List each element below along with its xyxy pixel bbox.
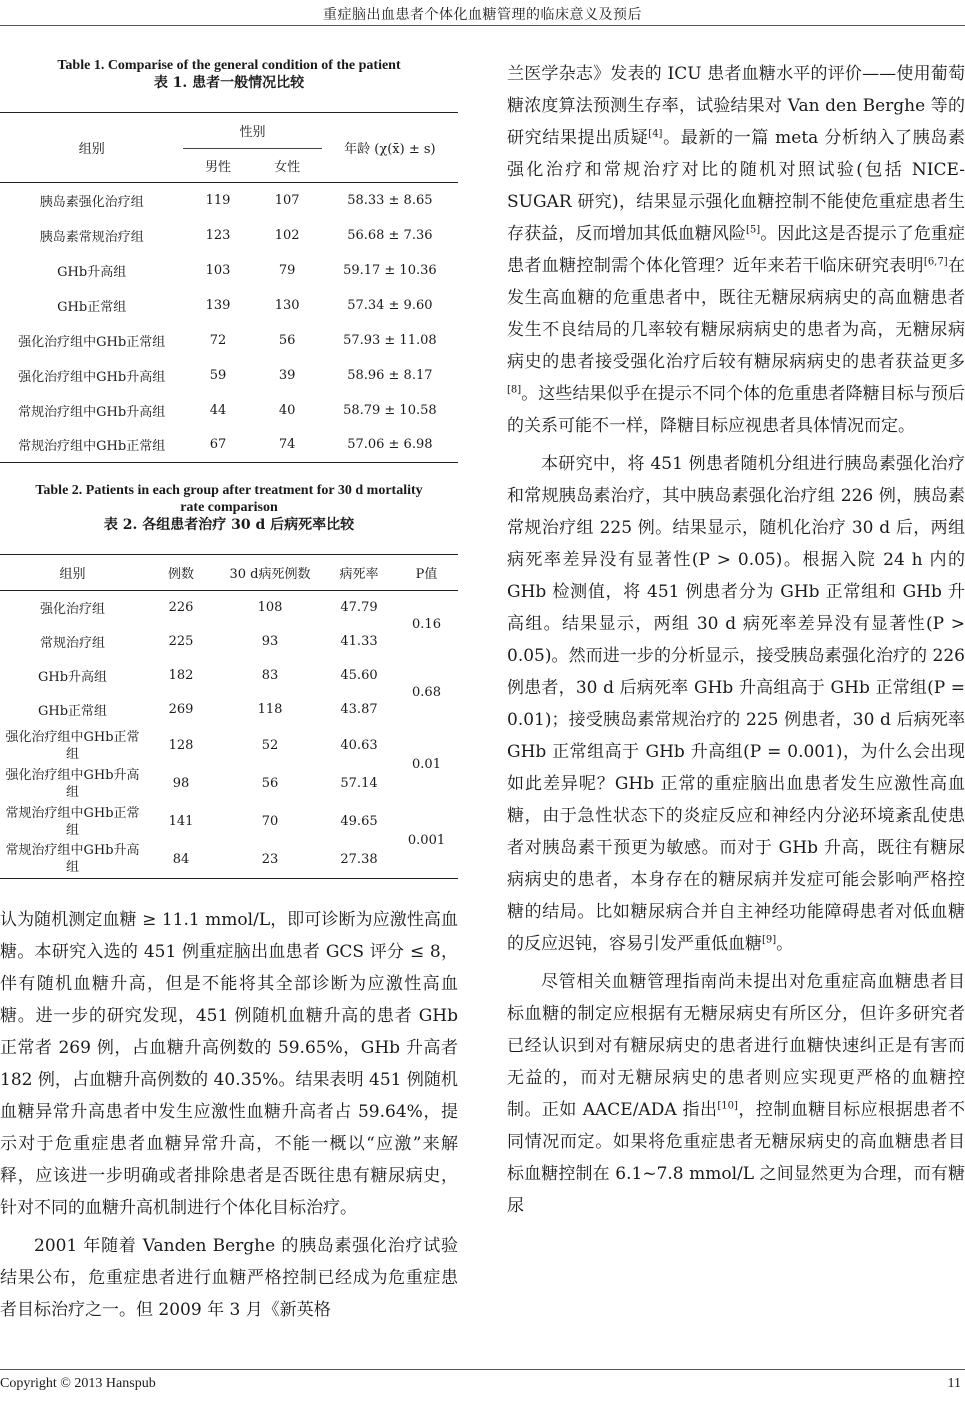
left-paragraph-1: 认为随机测定血糖 ≥ 11.1 mmol/L，即可诊断为应激性高血糖。本研究入选的 451 例重症脑出血患者 GCS 评分 ≤ 8，伴有随机血糖升高，但是不能将其全部诊断为应激性高血糖。进一步的研究发现，451 例随机血糖升高的患者 GHb 正常者 269 例，占血糖升高例数的 59.65%，GHb 升高者 182 例，占血糖升高例数的 40.35%。结果表明 451 例随机血糖异常升高患者中发生应激性血糖升高者占 59.64%，提示对于危重症患者血糖异常升高，不能一概以“应激”来解释，应该进一步明确或者排除患者是否既往患有糖尿病史，针对不同的血糖升高机制进行个体化目标治疗。	[0, 910, 458, 1218]
header-rule	[0, 25, 965, 26]
table2-cell-rate: 41.33	[340, 634, 378, 649]
table1-cell-age: 57.06 ± 6.98	[322, 428, 458, 463]
table1-cell-group: 胰岛素常规治疗组	[39, 229, 144, 245]
table1-cell-age: 58.96 ± 8.17	[347, 367, 433, 383]
table1-cell-female: 79	[278, 262, 296, 278]
right-p1-text-c: 。因此这是否提示了危重症患者血糖控制需个体化管理？近年来若干临床研究表明	[507, 224, 965, 276]
table2-block	[0, 482, 458, 535]
table1-cell-group: 强化治疗组中GHb正常组	[18, 334, 166, 350]
footer-copyright: Copyright © 2013 Hanspub	[0, 1376, 156, 1391]
footer-rule	[0, 1369, 965, 1370]
table2-cell-group: 常规治疗组中GHb正常组	[5, 805, 140, 838]
table2-cell-rate: 57.14	[340, 776, 378, 791]
table2-cell-rate: 45.60	[340, 668, 378, 683]
left-paragraph-2: 2001 年随着 Vanden Berghe 的胰岛素强化治疗试验结果公布，危重症患者进行血糖严格控制已经成为危重症患者目标治疗之一。但 2009 年 3 月《新英格	[0, 1236, 458, 1320]
right-p3-text-a: 尽管相关血糖管理指南尚未提出对危重症高血糖患者目标血糖的制定应根据有无糖尿病史有所区分，但许多研究者已经认识到对有糖尿病史的患者进行血糖快速纠正是有害而无益的，而对无糖尿病史的患者则应实现更严格的血糖控制。正如 AACE/ADA 指出	[507, 972, 965, 1120]
table2-cell-p: 0.16	[412, 617, 441, 633]
table1-cell-female: 39	[278, 367, 296, 383]
right-p3-text-b: ，控制血糖目标应根据患者不同情况而定。如果将危重症患者无糖尿病史的高血糖患者目标血糖控制在 6.1~7.8 mmol/L 之间显然更为合理，而有糖尿	[507, 1100, 965, 1216]
table1-caption-en: Table 1. Comparise of the general condition of the patient	[57, 58, 401, 73]
table2-cell-deaths: 56	[261, 776, 279, 791]
table2-caption-en-line2: rate comparison	[180, 500, 278, 515]
table1-cell-age: 58.33 ± 8.65	[347, 192, 433, 208]
table2-cell-group: 强化治疗组中GHb正常组	[5, 729, 140, 762]
table2-cell-deaths: 70	[261, 814, 279, 829]
table1-cell-female: 56	[278, 332, 296, 348]
table2-header-deaths: 30 d病死例数	[217, 555, 323, 591]
table1-cell-age: 59.17 ± 10.36	[343, 262, 437, 278]
table2-cell-group: GHb正常组	[37, 704, 108, 719]
table2-cell-deaths: 118	[257, 702, 283, 717]
table2-cell-rate: 49.65	[340, 814, 378, 829]
table1-cell-female: 40	[278, 402, 296, 418]
table1-block	[0, 57, 458, 93]
table2-cell-group: 常规治疗组中GHb升高组	[0, 841, 145, 879]
table1-header-sex: 性别	[183, 113, 321, 149]
table2-cell-deaths: 108	[257, 600, 283, 616]
table2-cell-n: 84	[145, 841, 217, 879]
table2-cell-n: 98	[172, 776, 190, 791]
table2-cell-n: 128	[168, 738, 194, 753]
table1-row	[0, 323, 458, 358]
table2-header-group: 组别	[0, 555, 145, 591]
table1-caption-zh: 表 1. 患者一般情况比较	[153, 75, 305, 91]
left-body-text	[0, 904, 458, 1326]
table2-header-p: P值	[395, 555, 458, 591]
citation-10: [10]	[717, 1100, 738, 1112]
table2-cell-group: GHb升高组	[37, 670, 108, 685]
table1-header-female: 女性	[253, 149, 322, 183]
table1-cell-group: 常规治疗组中GHb正常组	[0, 428, 183, 463]
table2-row	[0, 591, 458, 625]
right-column	[507, 58, 965, 1222]
table2-cell-n: 269	[168, 702, 194, 717]
citation-5: [5]	[745, 224, 761, 236]
table1-cell-male: 72	[209, 332, 227, 348]
table1-cell-group: GHb升高组	[57, 264, 127, 280]
table1-cell-male: 44	[209, 402, 227, 418]
table1-cell-female: 74	[253, 428, 322, 463]
table2-caption-en-line1: Table 2. Patients in each group after treatment for 30 d mortality	[35, 483, 423, 498]
table2-cell-rate: 27.38	[323, 841, 395, 879]
table2-cell-n: 141	[168, 814, 194, 829]
table1-row	[0, 183, 458, 218]
table2-caption-zh: 表 2. 各组患者治疗 30 d 后病死率比较	[103, 517, 355, 533]
table2-header-rate: 病死率	[323, 555, 395, 591]
table2-cell-p: 0.68	[412, 685, 441, 700]
table1-cell-male: 67	[183, 428, 252, 463]
right-p2-text: 本研究中，将 451 例患者随机分组进行胰岛素强化治疗和常规胰岛素治疗，其中胰岛素强化治疗组 226 例，胰岛素常规治疗组 225 例。结果显示，随机化治疗 30 d 后，两组病死率差异没有显著性(P > 0.05)。根据入院 24 h 内的 GHb 检测值，将 451 例患者分为 GHb 正常组和 GHb 升高组。结果显示，两组 30 d 病死率差异没有显著性(P > 0.05)。然而进一步的分析显示，接受胰岛素强化治疗的 226 例患者，30 d 后病死率 GHb 升高组高于 GHb 正常组(P = 0.01)；接受胰岛素常规治疗的 225 例患者，30 d 后病死率 GHb 正常组高于 GHb 升高组(P = 0.001)，为什么会出现如此差异呢？GHb 正常的重症脑出血患者发生应激性高血糖，由于急性状态下的炎症反应和神经内分泌环境紊乱使患者对胰岛素干预更为敏感。而对于 GHb 升高，既往有糖尿病病史的患者，本身存在的糖尿病并发症可能会影响严格控糖的结局。比如糖尿病合并自主神经功能障碍患者对低血糖的反应迟钝，容易引发严重低血糖	[507, 454, 965, 954]
right-p1-text-a: 兰医学杂志》发表的 ICU 患者血糖水平的评价——使用葡萄糖浓度算法预测生存率，试验结果对 Van den Berghe 等的研究结果提出质疑	[507, 64, 965, 148]
table2-cell-deaths: 23	[217, 841, 323, 879]
table1-cell-female: 130	[274, 297, 300, 313]
table2-cell-deaths: 83	[261, 668, 279, 683]
right-p2-end: 。	[776, 934, 794, 954]
table1-cell-female: 107	[274, 192, 300, 208]
page-number: 11	[947, 1376, 961, 1391]
right-paragraph-3	[507, 966, 965, 1222]
table2-row	[0, 727, 458, 765]
table1-cell-age: 57.34 ± 9.60	[347, 297, 433, 313]
table1-row	[0, 253, 458, 288]
right-paragraph-2	[507, 448, 965, 960]
table2-cell-rate: 47.79	[340, 600, 378, 616]
table1-cell-group: GHb正常组	[57, 299, 127, 315]
table1-header-group: 组别	[0, 113, 183, 183]
table1-cell-group: 常规治疗组中GHb升高组	[18, 404, 166, 420]
table2-row	[0, 803, 458, 841]
table1-row	[0, 428, 458, 463]
table1-cell-female: 102	[274, 227, 300, 243]
table2	[0, 554, 458, 879]
table2-cell-rate: 40.63	[340, 738, 378, 753]
table1-cell-age: 57.93 ± 11.08	[343, 332, 437, 348]
table1-header-age: 年龄 (χ(x̄) ± s)	[322, 113, 458, 183]
table1-cell-male: 59	[209, 367, 227, 383]
right-paragraph-1	[507, 58, 965, 442]
table1-row	[0, 288, 458, 323]
table2-cell-group: 强化治疗组中GHb升高组	[5, 767, 140, 800]
table2-row	[0, 693, 458, 727]
table2-cell-group: 常规治疗组	[39, 636, 105, 651]
table1-header-male: 男性	[183, 149, 252, 183]
table2-cell-deaths: 52	[261, 738, 279, 753]
citation-9: [9]	[762, 934, 777, 946]
table2-cell-rate: 43.87	[340, 702, 378, 717]
table2-row	[0, 659, 458, 693]
table1-cell-group: 胰岛素强化治疗组	[39, 194, 144, 210]
citation-4: [4]	[648, 128, 663, 140]
table1-cell-age: 58.79 ± 10.58	[343, 402, 437, 418]
table1-row	[0, 358, 458, 393]
running-title: 重症脑出血患者个体化血糖管理的临床意义及预后	[323, 7, 642, 23]
table2-row	[0, 625, 458, 659]
table1-cell-group: 强化治疗组中GHb升高组	[18, 369, 166, 385]
table1-cell-male: 103	[205, 262, 231, 278]
table2-row	[0, 841, 458, 879]
citation-8: [8]	[507, 384, 522, 396]
table2-cell-n: 226	[168, 600, 194, 616]
table2-cell-p: 0.001	[395, 803, 458, 879]
table1-cell-male: 123	[205, 227, 231, 243]
table2-row	[0, 765, 458, 803]
table2-cell-deaths: 93	[261, 634, 279, 649]
table2-cell-n: 182	[168, 668, 194, 683]
citation-6-7: [6,7]	[923, 256, 948, 268]
table2-cell-group: 强化治疗组	[39, 602, 105, 618]
table1-cell-age: 56.68 ± 7.36	[347, 227, 433, 243]
table1-row	[0, 218, 458, 253]
table2-cell-p: 0.01	[412, 757, 441, 772]
table1-cell-male: 139	[205, 297, 231, 313]
table1-row	[0, 393, 458, 428]
table2-header-n: 例数	[145, 555, 217, 591]
table1-cell-male: 119	[205, 192, 231, 208]
right-p1-text-b: 。最新的一篇 meta 分析纳入了胰岛素强化治疗和常规治疗对比的随机对照试验(包括 NICE-SUGAR 研究)，结果显示强化血糖控制不能使危重症患者生存获益，反而增加其低血糖风险	[507, 128, 965, 244]
right-p1-text-e: 。这些结果似乎在提示不同个体的危重患者降糖目标与预后的关系可能不一样，降糖目标应视患者具体情况而定。	[507, 384, 965, 436]
table2-cell-n: 225	[168, 634, 194, 649]
right-p1-text-d: 在发生高血糖的危重患者中，既往无糖尿病病史的高血糖患者发生不良结局的几率较有糖尿病病史的患者为高，无糖尿病病史的患者接受强化治疗后较有糖尿病病史的患者获益更多	[507, 256, 965, 372]
table1	[0, 112, 458, 463]
